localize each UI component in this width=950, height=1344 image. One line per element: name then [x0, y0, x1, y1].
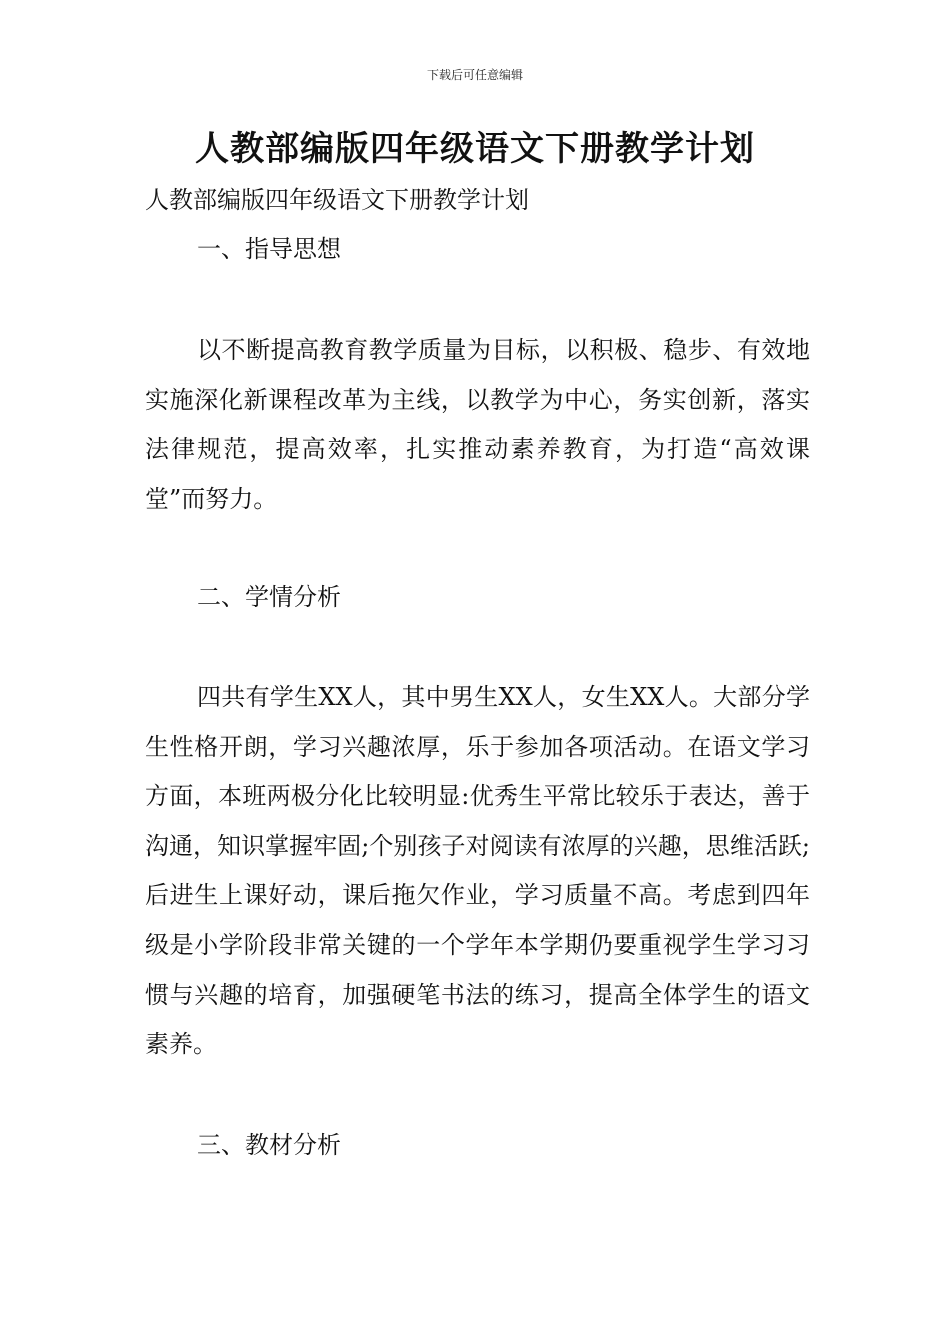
section-heading-textbook-analysis: 三、教材分析: [197, 1131, 341, 1159]
section-paragraph-guiding-ideology: 以不断提高教育教学质量为目标，以积极、稳步、有效地实施深化新课程改革为主线，以教学为中心，务实创新，落实法律规范，提高效率，扎实推动素养教育，为打造“高效课堂”而努力。: [145, 336, 810, 513]
document-subtitle: 人教部编版四年级语文下册教学计划: [145, 186, 529, 214]
section-heading-guiding-ideology: 一、指导思想: [197, 235, 341, 263]
section-heading-student-analysis: 二、学情分析: [197, 583, 341, 611]
header-note: 下载后可任意编辑: [426, 68, 523, 82]
section-paragraph-student-analysis: 四共有学生XX人，其中男生XX人，女生XX人。大部分学生性格开朗，学习兴趣浓厚，乐于参加各项活动。在语文学习方面，本班两极分化比较明显:优秀生平常比较乐于表达，善于沟通，知识掌握牢固;个别孩子对阅读有浓厚的兴趣，思维活跃;后进生上课好动，课后拖欠作业，学习质量不高。考虑到四年级是小学阶段非常关键的一个学年本学期仍要重视学生学习习惯与兴趣的培育，加强硬笔书法的练习，提高全体学生的语文素养。: [145, 683, 810, 1059]
document-title: 人教部编版四年级语文下册教学计划: [195, 129, 755, 169]
